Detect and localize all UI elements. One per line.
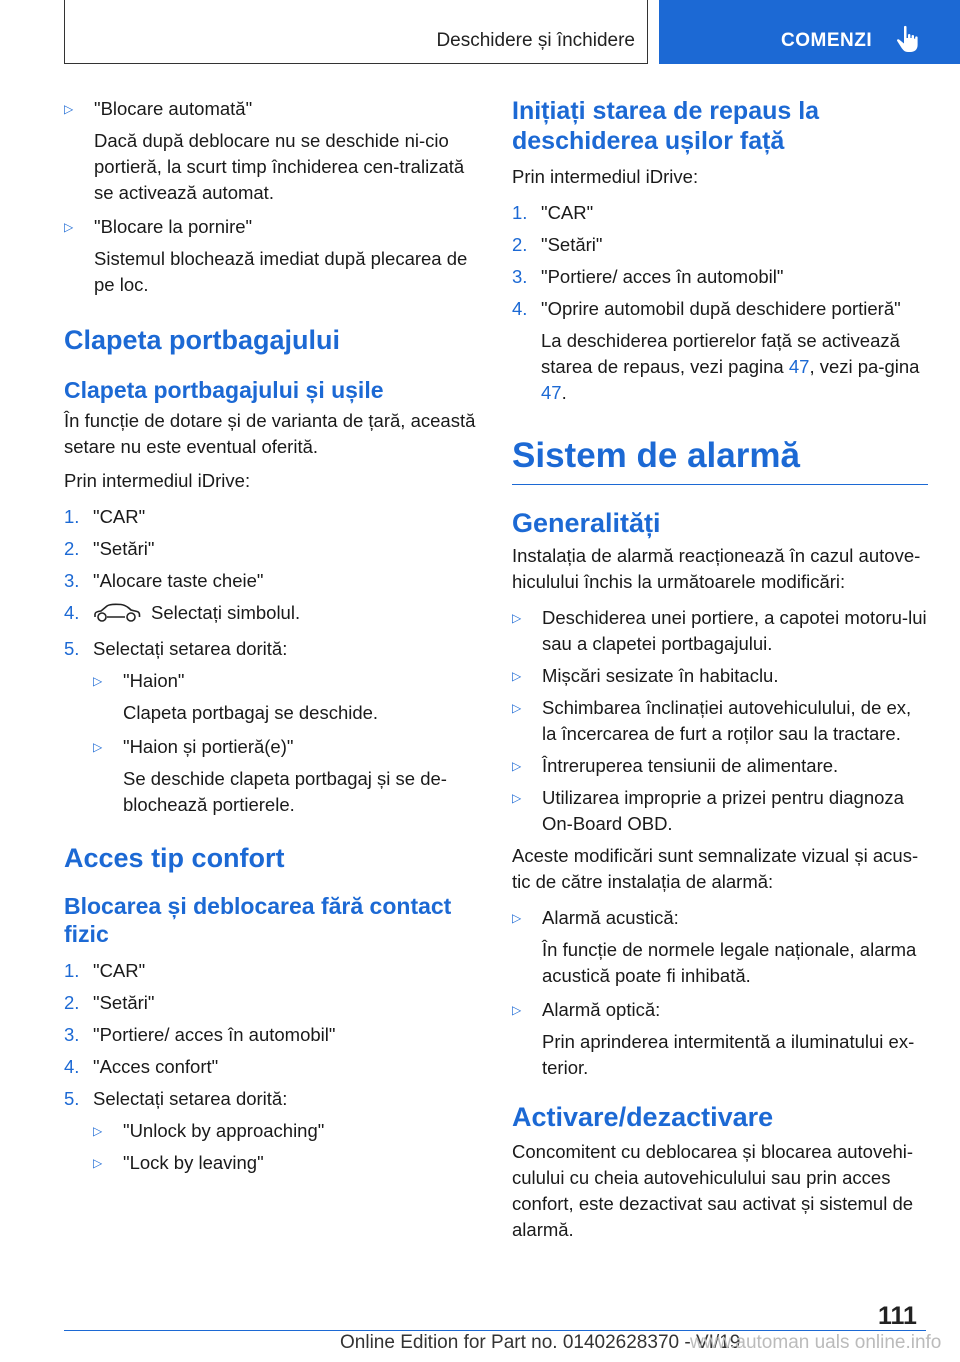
step-item: 4. Selectați simbolul. — [64, 600, 484, 630]
triangle-bullet-icon: ▷ — [512, 669, 522, 683]
list-item: ▷ Schimbarea înclinației autovehiculului, de ex, la încercarea de furt a roților sau la tractare. — [512, 697, 912, 744]
step-item: 4. "Acces confort" — [64, 1056, 219, 1077]
step-item: 2. "Setări" — [64, 538, 155, 559]
header-section-box — [64, 0, 648, 64]
paragraph: Instalația de alarmă reacționează în cazul autove-hiculului închis la următoarele modificări: — [512, 545, 921, 592]
triangle-bullet-icon: ▷ — [512, 1003, 522, 1017]
list-item: ▷ "Lock by leaving" — [93, 1150, 484, 1176]
paragraph: Prin intermediul iDrive: — [512, 166, 699, 187]
list-item: ▷ Mișcări sesizate în habitaclu. — [512, 663, 928, 689]
list-item-text: Clapeta portbagaj se deschide. — [123, 702, 379, 723]
step-item: 3. "Portiere/ acces în automobil" — [512, 266, 784, 287]
page-number: 111 — [878, 1302, 917, 1330]
triangle-bullet-icon: ▷ — [64, 102, 74, 116]
car-icon — [93, 603, 141, 630]
paragraph: În funcție de dotare și de varianta de țară, această setare nu este eventual oferită. — [64, 410, 476, 457]
page-link[interactable]: 47 — [541, 382, 562, 403]
right-column — [512, 96, 928, 1251]
step-item: 5. Selectați setarea dorită: — [64, 1088, 288, 1109]
paragraph: Concomitent cu deblocarea și blocarea autovehi-culului cu cheia autovehiculului sau prin acces confort, este dezactivat sau activat și sistemul de alarmă. — [512, 1141, 914, 1240]
subsection-title: Clapeta portbagajului și ușile — [64, 377, 384, 403]
list-item: ▷ "Blocare automată" — [64, 96, 484, 122]
step-item: 2. "Setări" — [512, 234, 603, 255]
list-item: ▷ Deschiderea unei portiere, a capotei motoru-lui sau a clapetei portbagajului. — [512, 607, 927, 654]
triangle-bullet-icon: ▷ — [93, 1156, 103, 1170]
list-item: ▷ Alarmă acustică: — [512, 905, 928, 931]
list-item: ▷ Alarmă optică: — [512, 997, 928, 1023]
page-link[interactable]: 47 — [788, 356, 810, 377]
list-item-text: Sistemul blochează imediat după plecarea de pe loc. — [94, 248, 468, 295]
step-item: 3. "Alocare taste cheie" — [64, 570, 264, 591]
triangle-bullet-icon: ▷ — [93, 1124, 103, 1138]
triangle-bullet-icon: ▷ — [512, 911, 522, 925]
step-item: 1. "CAR" — [64, 506, 146, 527]
footer-watermark: www.automan uals online.info — [690, 1332, 942, 1353]
triangle-bullet-icon: ▷ — [512, 611, 522, 625]
triangle-bullet-icon: ▷ — [93, 674, 103, 688]
step-item: 2. "Setări" — [64, 992, 155, 1013]
section-title: Inițiați starea de repaus la deschiderea ușilor față — [512, 97, 820, 155]
list-item: ▷ "Haion și portieră(e)" — [93, 734, 484, 760]
subsection-title: Blocarea și deblocarea fără contact fizic — [64, 893, 452, 947]
list-item-text: Se deschide clapeta portbagaj și se de-blochează portierele. — [123, 768, 447, 815]
triangle-bullet-icon: ▷ — [512, 701, 522, 715]
hand-pointer-icon — [896, 25, 920, 58]
step-item: 5. Selectați setarea dorită: — [64, 638, 288, 659]
list-item: ▷ Întreruperea tensiunii de alimentare. — [512, 753, 928, 779]
step-item: 1. "CAR" — [512, 202, 594, 223]
list-item: ▷ "Unlock by approaching" — [93, 1118, 484, 1144]
list-item-text: În funcție de normele legale naționale, alarma acustică poate fi inhibată. — [542, 939, 917, 986]
footer-divider — [64, 1330, 926, 1331]
triangle-bullet-icon: ▷ — [93, 740, 103, 754]
list-item-text: Dacă după deblocare nu se deschide ni-cio portieră, la scurt timp închiderea cen-tralizată se activează automat. — [94, 130, 465, 203]
header-section-title: Deschidere și închidere — [436, 30, 635, 51]
triangle-bullet-icon: ▷ — [64, 220, 74, 234]
triangle-bullet-icon: ▷ — [512, 791, 522, 805]
section-title: Clapeta portbagajului — [64, 325, 341, 355]
list-item-text: Prin aprinderea intermitentă a iluminatului ex-terior. — [542, 1031, 915, 1078]
list-item: ▷ "Haion" — [93, 668, 484, 694]
list-item: ▷ Utilizarea improprie a prizei pentru diagnoza On-Board OBD. — [512, 787, 904, 834]
paragraph: Prin intermediul iDrive: — [64, 470, 251, 491]
step-item: 3. "Portiere/ acces în automobil" — [64, 1024, 336, 1045]
step-note: La deschiderea portierelor față se activează starea de repaus, vezi pagina 47, vezi pa-gina 47. — [541, 330, 920, 403]
header-tab[interactable] — [659, 0, 960, 64]
left-column — [64, 96, 484, 1182]
header-tab-label: COMENZI — [781, 30, 873, 51]
step-item: 1. "CAR" — [64, 960, 146, 981]
list-item: ▷ "Blocare la pornire" — [64, 214, 484, 240]
section-title: Activare/dezactivare — [512, 1102, 774, 1132]
triangle-bullet-icon: ▷ — [512, 759, 522, 773]
section-title: Acces tip confort — [64, 843, 285, 873]
step-item: 4. "Oprire automobil după deschidere portieră" — [512, 298, 901, 319]
paragraph: Aceste modificări sunt semnalizate vizual și acus-tic de către instalația de alarmă: — [512, 845, 919, 892]
section-title: Generalități — [512, 508, 661, 538]
footer-edition: Online Edition for Part no. 01402628370 - VI/19 — [340, 1332, 741, 1353]
chapter-title: Sistem de alarmă — [512, 434, 928, 485]
